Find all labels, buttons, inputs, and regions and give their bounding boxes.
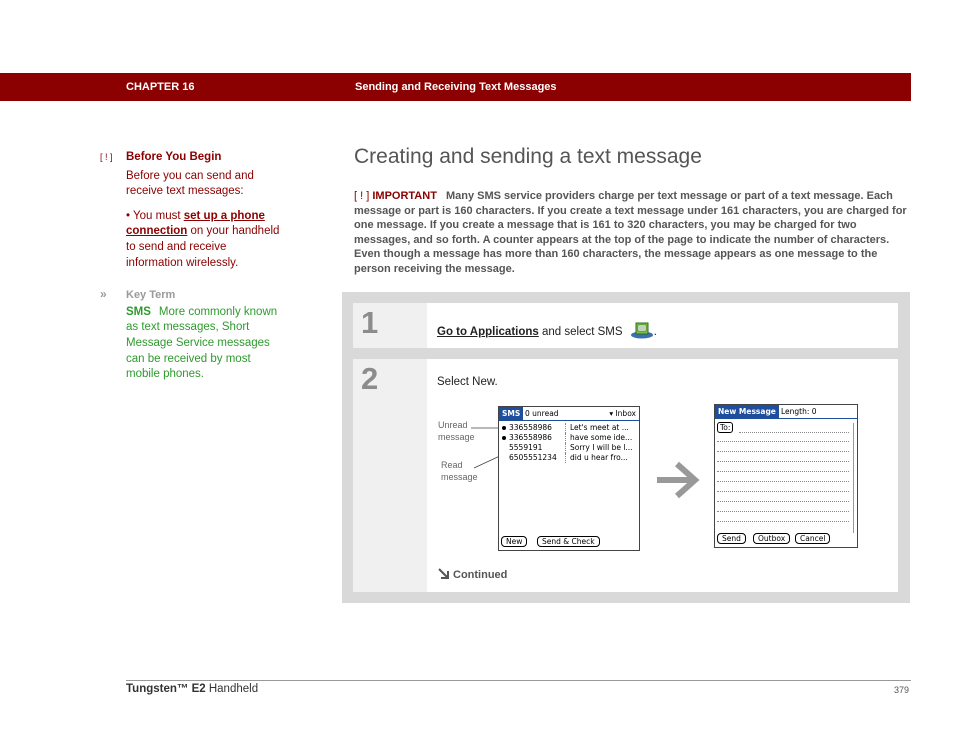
to-button[interactable]: To:: [717, 422, 733, 433]
down-right-arrow-icon: [438, 568, 450, 581]
message-preview: Let's meet at ...: [570, 423, 629, 432]
message-row[interactable]: [499, 453, 639, 463]
unread-count: 0 unread: [525, 409, 559, 418]
folder-dropdown[interactable]: ▾ Inbox: [609, 409, 636, 418]
body-line[interactable]: [717, 451, 849, 452]
sidebar: [100, 150, 280, 383]
step-1: [353, 303, 898, 348]
message-row[interactable]: [499, 443, 639, 453]
right-arrow-icon: [655, 461, 701, 499]
body-line[interactable]: [717, 521, 849, 522]
read-message-callout: Read message: [441, 460, 478, 482]
send-button[interactable]: Send: [717, 533, 746, 544]
continued-label: Continued: [453, 569, 508, 581]
unread-dot-icon: [502, 426, 506, 430]
important-note: [354, 189, 910, 277]
unread-message-callout: Unread message: [438, 420, 475, 442]
new-message-title-bar: [715, 405, 857, 419]
step-number-column: [353, 303, 427, 348]
scrollbar[interactable]: [853, 423, 854, 533]
body-line[interactable]: [717, 501, 849, 502]
message-sender: 6505551234: [509, 453, 557, 462]
phone-connection-link[interactable]: set up a phone connection: [126, 209, 265, 238]
send-and-check-button[interactable]: Send & Check: [537, 536, 600, 547]
new-message-screen: [714, 404, 858, 548]
body-line[interactable]: [717, 511, 849, 512]
message-list: [499, 423, 639, 463]
sms-app-tag: SMS: [499, 407, 523, 420]
message-sender: 336558986: [509, 423, 552, 432]
continued-indicator: [438, 568, 507, 581]
message-row[interactable]: [499, 433, 639, 443]
go-to-applications-link[interactable]: Go to Applications: [437, 326, 539, 338]
bullet-prefix: • You must: [126, 209, 184, 222]
page-number: 379: [894, 685, 910, 695]
new-button[interactable]: New: [501, 536, 527, 547]
sms-inbox-screen: [498, 406, 640, 551]
product-suffix: Handheld: [205, 683, 259, 695]
body-line[interactable]: [717, 471, 849, 472]
step-number: 1: [361, 305, 379, 340]
chapter-number: CHAPTER 16: [126, 81, 195, 93]
footer-rule: [126, 680, 911, 681]
message-sender: 336558986: [509, 433, 552, 442]
step-1-text: [437, 321, 657, 342]
step-1-period: .: [653, 326, 657, 338]
folder-name: Inbox: [615, 409, 636, 418]
step-number-column: [353, 359, 427, 592]
key-term-title: Key Term: [126, 289, 176, 302]
body-line[interactable]: [717, 461, 849, 462]
sms-title-bar: [499, 407, 639, 421]
message-row[interactable]: [499, 423, 639, 433]
before-you-begin-bullet: [126, 209, 280, 271]
before-you-begin-heading: [100, 150, 280, 166]
message-preview: Sorry I will be l...: [570, 443, 633, 452]
step-number: 2: [361, 361, 379, 396]
message-sender: 5559191: [509, 443, 543, 452]
important-label: IMPORTANT: [372, 190, 437, 202]
double-chevron-icon: »: [100, 287, 107, 302]
page-title: Creating and sending a text message: [354, 145, 702, 168]
step-1-instruction: and select SMS: [538, 326, 623, 338]
body-line[interactable]: [717, 441, 849, 442]
to-field-line[interactable]: [739, 432, 849, 433]
message-preview: have some ide...: [570, 433, 633, 442]
key-term-text: More commonly known as text messages, Short Message Service messages can be received by most mobile phones.: [126, 305, 278, 381]
important-text: Many SMS service providers charge per text message or part of a text message. Each message or part is 160 characters. If you create a text message under 161 characters, you are charged for one message. If you create a message that is 161 to 320 characters, you may be charged for two messages, and so forth. A counter appears at the top of the page to indicate the number of characters. Even though a message has more than 160 characters, the message appears as one message to the person receiving the message.: [354, 190, 907, 275]
new-message-tag: New Message: [715, 405, 779, 418]
important-icon: [ ! ]: [354, 190, 370, 202]
bullet-suffix: on your handheld to send and receive information wirelessly.: [126, 225, 280, 269]
key-term-definition: [126, 305, 280, 383]
body-line[interactable]: [717, 481, 849, 482]
before-you-begin-text: Before you can send and receive text messages:: [126, 169, 254, 198]
body-line[interactable]: [717, 491, 849, 492]
message-preview: did u hear fro...: [570, 453, 628, 462]
key-term-heading: [100, 287, 280, 304]
product-name: Tungsten™ E2: [126, 683, 206, 695]
key-term-word: SMS: [126, 305, 151, 318]
before-you-begin-title: Before You Begin: [126, 151, 222, 163]
important-icon: [ ! ]: [100, 152, 113, 162]
step-2-text: Select New.: [437, 376, 498, 388]
chapter-title: Sending and Receiving Text Messages: [355, 81, 557, 93]
cancel-button[interactable]: Cancel: [795, 533, 830, 544]
footer-product: [126, 683, 258, 695]
unread-dot-icon: [502, 436, 506, 440]
outbox-button[interactable]: Outbox: [753, 533, 790, 544]
sms-app-icon: [630, 321, 654, 342]
length-counter: Length: 0: [781, 407, 817, 416]
